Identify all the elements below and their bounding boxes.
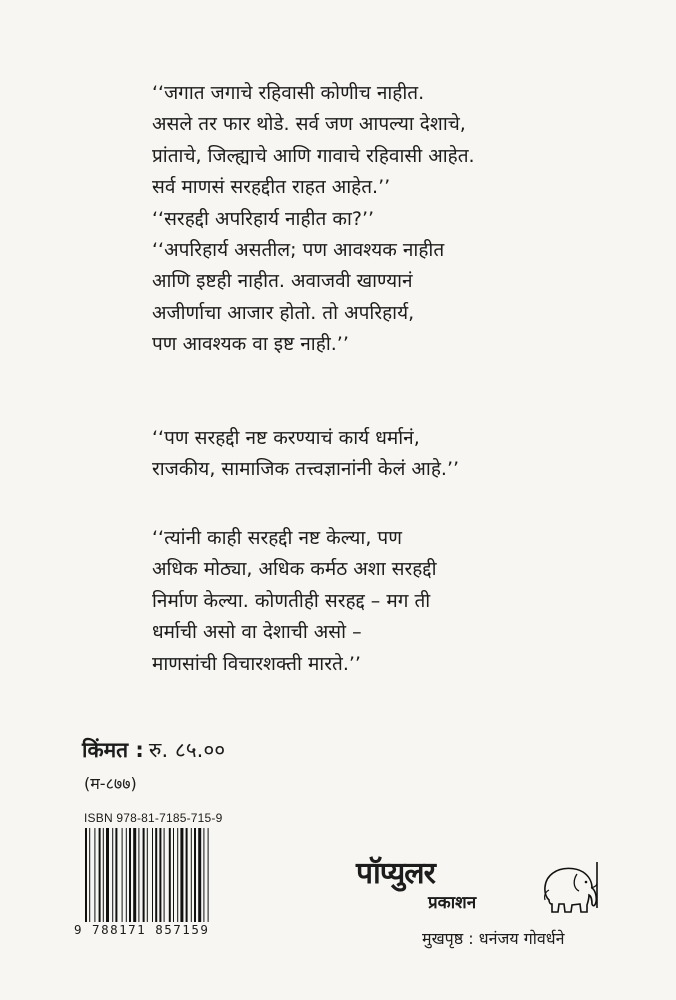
elephant-icon	[539, 860, 601, 914]
quote-line: असले तर फार थोडे. सर्व जण आपल्या देशाचे,	[152, 113, 466, 136]
quote-block-3	[152, 523, 632, 680]
cover-credit: मुखपृष्ठ : धनंजय गोवर्धने	[422, 929, 565, 948]
quote-line: सर्व माणसं सरहद्दीत राहत आहेत.’’	[152, 176, 391, 199]
quote-line: पण आवश्यक वा इष्ट नाही.’’	[152, 333, 349, 356]
quote-line: माणसांची विचारशक्ती मारते.’’	[152, 652, 361, 675]
quote-line: निर्माण केल्या. कोणतीही सरहद्द – मग ती	[152, 589, 431, 612]
price-label: किंमत :	[82, 738, 144, 762]
quote-line: अजीर्णाचा आजार होतो. तो अपरिहार्य,	[152, 301, 415, 324]
publisher-subtitle: प्रकाशन	[428, 893, 477, 913]
isbn: ISBN 978-81-7185-715-9	[84, 811, 223, 825]
barcode-digits: 9 788171 857159	[74, 922, 249, 937]
quote-line: ‘‘सरहद्दी अपरिहार्य नाहीत का?’’	[152, 207, 375, 230]
quote-block-1	[152, 78, 632, 361]
quote-line: ‘‘जगात जगाचे रहिवासी कोणीच नाहीत.	[152, 82, 425, 104]
barcode	[84, 828, 239, 928]
publisher-name: पॉप्युलर	[356, 856, 435, 891]
publisher-logo	[356, 856, 601, 921]
quote-line: अधिक मोठ्या, अधिक कर्मठ अशा सरहद्दी	[152, 558, 437, 581]
quote-line: आणि इष्टही नाहीत. अवाजवी खाण्यानं	[152, 270, 413, 293]
catalog-code: (म-८७७)	[84, 774, 137, 793]
quote-line: प्रांताचे, जिल्ह्याचे आणि गावाचे रहिवासी आहेत.	[152, 144, 475, 167]
quote-line: ‘‘त्यांनी काही सरहद्दी नष्ट केल्या, पण	[152, 527, 402, 549]
quote-line: ‘‘पण सरहद्दी नष्ट करण्याचं कार्य धर्मानं,	[152, 427, 420, 449]
price	[82, 736, 225, 764]
price-value: रु. ८५.००	[148, 738, 226, 762]
quote-block-2	[152, 423, 632, 486]
quote-line: राजकीय, सामाजिक तत्त्वज्ञानांनी केलं आहे.’’	[152, 458, 460, 481]
quote-line: धर्माची असो वा देशाची असो –	[152, 621, 362, 644]
quote-line: ‘‘अपरिहार्य असतील; पण आवश्यक नाहीत	[152, 239, 445, 262]
